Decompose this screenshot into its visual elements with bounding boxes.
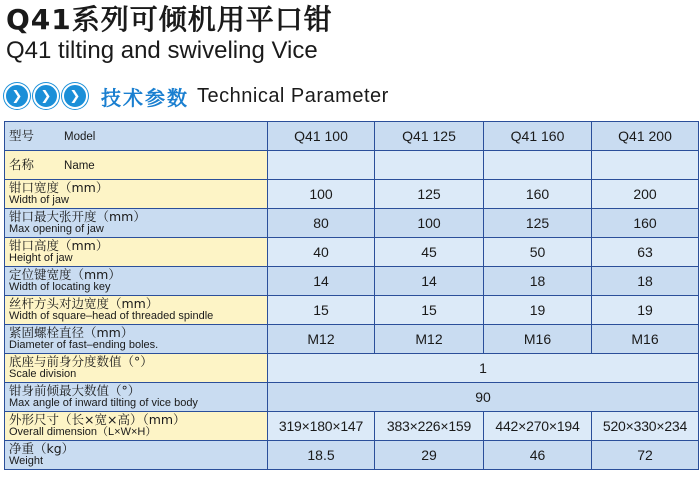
table-row-weight — [5, 441, 699, 470]
merged-value-cell: 1 — [268, 354, 699, 383]
row-label-cn: 丝杆方头对边宽度（mm） — [9, 296, 159, 311]
empty-cell — [484, 151, 592, 180]
row-label-cell — [5, 441, 268, 470]
row-label-en: Width of jaw — [9, 194, 69, 206]
value-cell: 100 — [268, 180, 375, 209]
table-row — [5, 238, 699, 267]
page-title-en: Q41 tilting and swiveling Vice — [6, 37, 318, 64]
row-label-cn: 钳口最大张开度（mm） — [9, 209, 146, 224]
section-title-cn: 技术参数 — [101, 85, 189, 110]
row-label-cn: 钳口宽度（mm） — [9, 180, 109, 195]
row-label-cn: 净重（kg） — [9, 441, 75, 456]
row-label-cell — [5, 354, 268, 383]
row-label-en: Max angle of inward tilting of vice body — [9, 397, 198, 409]
page-title-cn: Q41系列可倾机用平口钳 — [6, 3, 333, 36]
value-cell: 40 — [268, 238, 375, 267]
name-label-en: Name — [64, 159, 95, 172]
row-label-en: Height of jaw — [9, 252, 73, 264]
chevron-right-icon: ❯ — [62, 83, 88, 109]
chevron-right-icon: ❯ — [33, 83, 59, 109]
value-cell: 15 — [375, 296, 484, 325]
value-cell: 160 — [484, 180, 592, 209]
header-model-cell: Q41 125 — [375, 122, 484, 151]
value-cell: 18.5 — [268, 441, 375, 470]
empty-cell — [268, 151, 375, 180]
value-cell: 45 — [375, 238, 484, 267]
value-cell: 19 — [484, 296, 592, 325]
row-label-cn: 定位键宽度（mm） — [9, 267, 121, 282]
value-cell: 125 — [484, 209, 592, 238]
value-cell: M16 — [484, 325, 592, 354]
value-cell: M12 — [375, 325, 484, 354]
value-cell: 125 — [375, 180, 484, 209]
merged-value-cell: 90 — [268, 383, 699, 412]
header-model-cell: Q41 200 — [592, 122, 699, 151]
value-cell: 19 — [592, 296, 699, 325]
row-label-en: Width of square–head of threaded spindle — [9, 310, 214, 322]
value-cell: 63 — [592, 238, 699, 267]
value-cell: 29 — [375, 441, 484, 470]
value-cell: 319×180×147 — [268, 412, 375, 441]
value-cell: 160 — [592, 209, 699, 238]
value-cell: M12 — [268, 325, 375, 354]
row-label-cell — [5, 325, 268, 354]
row-label-cell — [5, 383, 268, 412]
value-cell: 18 — [592, 267, 699, 296]
row-label-cell — [5, 180, 268, 209]
chevron-right-icon: ❯ — [4, 83, 30, 109]
value-cell: M16 — [592, 325, 699, 354]
value-cell: 15 — [268, 296, 375, 325]
row-label-cell — [5, 238, 268, 267]
value-cell: 520×330×234 — [592, 412, 699, 441]
table-row-name — [5, 151, 699, 180]
row-label-cn: 钳身前倾最大数值（°） — [9, 383, 141, 398]
spec-table — [4, 121, 699, 470]
value-cell: 50 — [484, 238, 592, 267]
name-label-cell — [5, 151, 268, 180]
name-label-cn: 名称 — [9, 156, 35, 172]
table-row — [5, 209, 699, 238]
empty-cell — [592, 151, 699, 180]
row-label-cell — [5, 296, 268, 325]
header-model-cell: Q41 160 — [484, 122, 592, 151]
header-label-cn: 型号 — [9, 127, 35, 143]
value-cell: 200 — [592, 180, 699, 209]
row-label-en: Width of locating key — [9, 281, 111, 293]
row-label-cell — [5, 412, 268, 441]
row-label-en: Diameter of fast–ending boles. — [9, 339, 159, 351]
table-row — [5, 267, 699, 296]
value-cell: 80 — [268, 209, 375, 238]
table-row-scale — [5, 354, 699, 383]
row-label-en: Overall dimension（L×W×H） — [9, 426, 157, 438]
row-label-en: Weight — [9, 455, 44, 467]
header-label-cell — [5, 122, 268, 151]
row-label-en: Scale division — [9, 368, 77, 380]
table-row — [5, 325, 699, 354]
value-cell: 18 — [484, 267, 592, 296]
table-row-dimensions — [5, 412, 699, 441]
row-label-cell — [5, 209, 268, 238]
value-cell: 46 — [484, 441, 592, 470]
header-model-cell: Q41 100 — [268, 122, 375, 151]
section-heading — [4, 80, 389, 112]
value-cell: 14 — [268, 267, 375, 296]
row-label-cn: 钳口高度（mm） — [9, 238, 109, 253]
row-label-cell — [5, 267, 268, 296]
table-row-tilt — [5, 383, 699, 412]
section-title-en: Technical Parameter — [197, 84, 389, 107]
value-cell: 383×226×159 — [375, 412, 484, 441]
empty-cell — [375, 151, 484, 180]
value-cell: 442×270×194 — [484, 412, 592, 441]
row-label-en: Max opening of jaw — [9, 223, 104, 235]
value-cell: 100 — [375, 209, 484, 238]
row-label-cn: 外形尺寸（长×宽×高）（mm） — [9, 412, 186, 427]
table-row — [5, 180, 699, 209]
table-header-row — [5, 122, 699, 151]
value-cell: 72 — [592, 441, 699, 470]
row-label-cn: 紧固螺栓直径（mm） — [9, 325, 134, 340]
table-row — [5, 296, 699, 325]
row-label-cn: 底座与前身分度数值（°） — [9, 354, 153, 369]
value-cell: 14 — [375, 267, 484, 296]
header-label-en: Model — [64, 130, 96, 143]
